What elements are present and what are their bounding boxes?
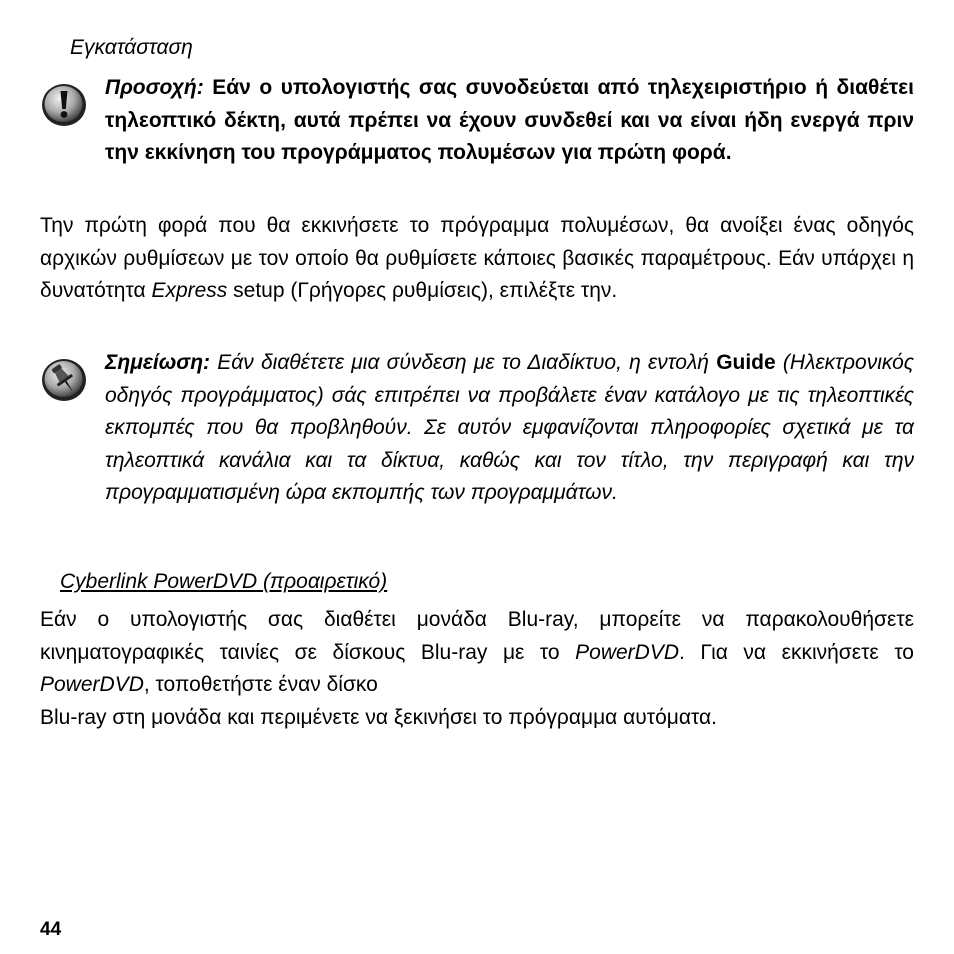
page-number: 44 [40, 919, 62, 940]
paragraph-powerdvd-text: Εάν ο υπολογιστής σας διαθέτει μονάδα Blu-ray, μπορείτε να παρακολουθήσετε κινηματογραφικές ταινίες σε δίσκους Blu-ray με το [40, 608, 914, 664]
powerdvd-term: PowerDVD [575, 640, 680, 664]
warning-label: Προσοχή: [105, 76, 204, 99]
paragraph-powerdvd-text-end: , τοποθετήστε έναν δίσκο [143, 673, 378, 696]
info-note [105, 347, 914, 510]
warning-text: Εάν ο υπολογιστής σας συνοδεύεται από τηλεχειριστήριο ή διαθέτει τηλεοπτικό δέκτη, αυτά πρέπει να έχουν συνδεθεί και να είναι ήδη ενεργά πριν την εκκίνηση του προγράμματος πολυμέσων για πρώτη φορά. [105, 76, 914, 164]
express-term: Express [151, 279, 228, 302]
paragraph-first-run-text-end: setup (Γρήγορες ρυθμίσεις), επιλέξτε την. [227, 279, 618, 302]
note-text-end: (Ηλεκτρονικός οδηγός προγράμματος) σάς επιτρέπει να προβάλετε έναν κατάλογο με τις τηλεοπτικές εκπομπές που θα προβληθούν. Σε αυτόν εμφανίζονται πληροφορίες σχετικά με τα τηλεοπτικά κανάλια και τα δίκτυα, καθώς και τον τίτλο, την περιγραφή και την προγραμματισμένη ώρα εκπομπής των προγραμμάτων. [105, 351, 915, 504]
paragraph-powerdvd-last-line: Blu-ray στη μονάδα και περιμένετε να ξεκινήσει το πρόγραμμα αυτόματα. [40, 706, 717, 729]
note-label: Σημείωση: [105, 351, 211, 374]
section-title-powerdvd: Cyberlink PowerDVD (προαιρετικό) [60, 570, 388, 593]
section-title-installation: Εγκατάσταση [70, 36, 193, 59]
paragraph-first-run-text: Την πρώτη φορά που θα εκκινήσετε το πρόγραμμα πολυμέσων, θα ανοίξει ένας οδηγός αρχικών ρυθμίσεων με τον οποίο θα ρυθμίσετε κάποιες βασικές παραμέτρους. Εάν υπάρχει η δυνατότητα [40, 214, 914, 302]
paragraph-powerdvd [40, 604, 914, 702]
note-text: Εάν διαθέτετε μια σύνδεση με το Διαδίκτυο, η εντολή [210, 351, 717, 374]
warning-note [105, 72, 914, 170]
exclamation-icon [40, 80, 88, 133]
paragraph-powerdvd-text-mid: . Για να εκκινήσετε το [679, 640, 914, 664]
powerdvd-term-2: PowerDVD [40, 673, 144, 696]
guide-term: Guide [716, 351, 776, 374]
pushpin-icon [40, 355, 88, 408]
paragraph-first-run [40, 210, 914, 308]
